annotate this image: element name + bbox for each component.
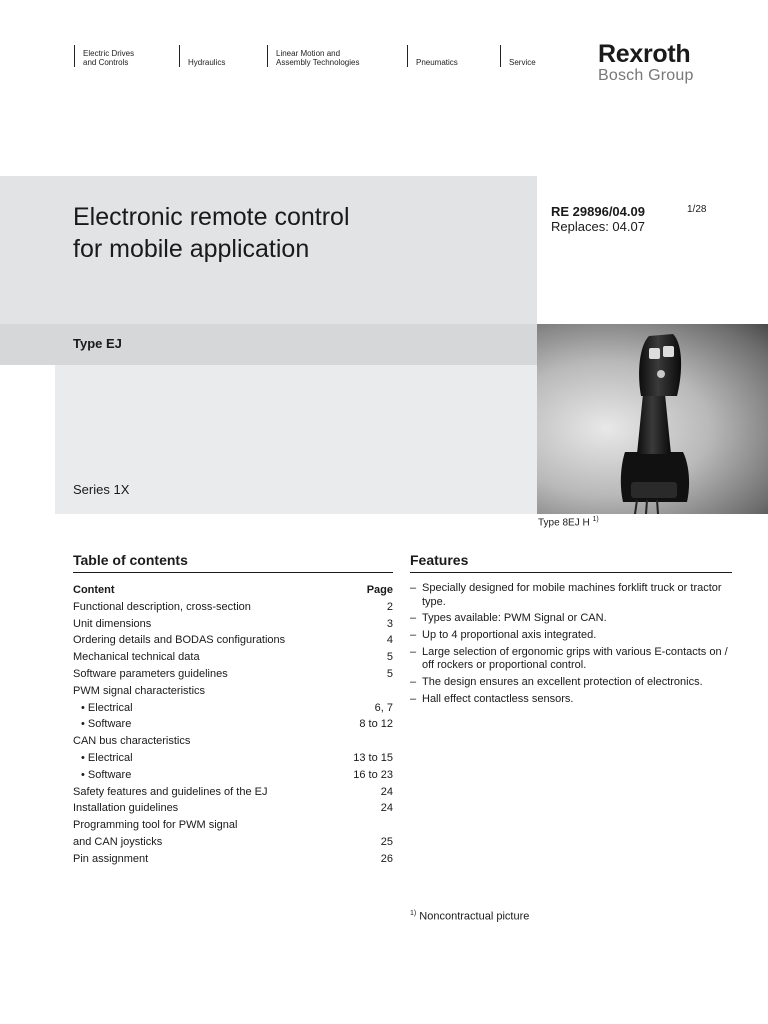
nav-label: Hydraulics — [188, 58, 226, 67]
toc-entry-title: • Software — [73, 716, 131, 733]
toc-header-row — [73, 582, 393, 599]
doc-replaces: Replaces: 04.07 — [551, 219, 645, 234]
toc-entry-page: 8 to 12 — [359, 718, 393, 731]
footnote-mark: 1) — [410, 910, 417, 917]
document-number — [551, 204, 645, 234]
toc-entry-title: Installation guidelines — [73, 802, 179, 815]
doc-number: RE 29896/04.09 — [551, 204, 645, 219]
toc-entry[interactable] — [73, 767, 393, 784]
toc-entry-title: Software parameters guidelines — [73, 667, 228, 680]
feature-item: – Hall effect contactless sensors. — [410, 693, 732, 707]
toc-entry-page: 24 — [380, 802, 393, 815]
nav-label: Service — [509, 58, 536, 67]
toc-entry[interactable] — [73, 716, 393, 733]
caption-footnote-mark: 1) — [592, 516, 599, 523]
toc-entry[interactable] — [73, 683, 393, 700]
feature-item: – Large selection of ergonomic grips with various E-contacts on / off rockers or proportional control. — [410, 646, 732, 673]
footnote-text: Noncontractual picture — [419, 910, 530, 923]
toc-page-header: Page — [366, 584, 393, 596]
brand-name: Rexroth — [598, 40, 691, 68]
nav-service[interactable] — [500, 45, 536, 67]
nav-electric-drives[interactable] — [74, 45, 134, 67]
toc-entry-page: 6, 7 — [374, 701, 393, 714]
toc-entry-title: • Electrical — [73, 750, 133, 767]
caption-text: Type 8EJ H — [538, 517, 590, 529]
feature-item: – Up to 4 proportional axis integrated. — [410, 629, 732, 643]
footnote — [410, 910, 529, 923]
toc-entry-page: 4 — [386, 634, 393, 647]
page-indicator: 1/28 — [687, 204, 707, 215]
toc-entry[interactable] — [73, 599, 393, 616]
nav-pneumatics[interactable] — [407, 45, 458, 67]
feature-item: – Specially designed for mobile machines forklift truck or tractor type. — [410, 582, 732, 609]
toc-entry[interactable] — [73, 700, 393, 717]
toc-entry[interactable] — [73, 750, 393, 767]
toc-entry-title: Programming tool for PWM signal and CAN joysticks — [73, 819, 238, 848]
joystick-photo — [537, 324, 768, 514]
features-list — [410, 582, 732, 710]
toc-entry-page: 5 — [386, 667, 393, 680]
toc-entry[interactable] — [73, 616, 393, 633]
toc-entry-title: Mechanical technical data — [73, 651, 200, 664]
toc-heading: Table of contents — [73, 552, 393, 573]
toc-entry-page: 16 to 23 — [353, 768, 393, 781]
toc-entry[interactable] — [73, 817, 393, 851]
nav-label: Linear Motion and Assembly Technologies — [276, 49, 360, 67]
toc-entry-page: 3 — [386, 617, 393, 630]
toc-entry-page: 2 — [386, 600, 393, 613]
toc-entry-title: Functional description, cross-section — [73, 600, 251, 613]
toc-entry[interactable] — [73, 733, 393, 750]
toc-entry-title: Safety features and guidelines of the EJ — [73, 785, 268, 798]
series-label: Series 1X — [73, 482, 130, 497]
feature-item: – The design ensures an excellent protection of electronics. — [410, 676, 732, 690]
toc-entry-title: CAN bus characteristics — [73, 735, 191, 748]
page-title — [73, 201, 350, 265]
toc-entry[interactable] — [73, 800, 393, 817]
features-heading: Features — [410, 552, 732, 573]
nav-label: Pneumatics — [416, 58, 458, 67]
toc-entry-title: • Software — [73, 767, 131, 784]
toc-entry-page: 5 — [386, 651, 393, 664]
toc-entry[interactable] — [73, 784, 393, 801]
feature-item: – Types available: PWM Signal or CAN. — [410, 612, 732, 626]
brand-logo — [598, 42, 694, 84]
toc-entry-title: • Electrical — [73, 700, 133, 717]
joystick-icon — [537, 324, 768, 514]
toc-entry-title: Unit dimensions — [73, 617, 152, 630]
photo-caption — [538, 516, 599, 528]
title-line-2: for mobile application — [73, 235, 310, 263]
title-line-1: Electronic remote control — [73, 203, 350, 231]
toc-entry-page: 26 — [380, 852, 393, 865]
nav-linear-motion[interactable] — [267, 45, 359, 67]
toc-entry[interactable] — [73, 666, 393, 683]
toc-entry-page: 24 — [380, 785, 393, 798]
toc-entry-page: 13 to 15 — [353, 751, 393, 764]
nav-label: Electric Drives and Controls — [83, 49, 135, 67]
toc-entry-title: Ordering details and BODAS configurations — [73, 634, 286, 647]
toc-entry-page: 25 — [380, 835, 393, 848]
toc-entry[interactable] — [73, 649, 393, 666]
type-label: Type EJ — [73, 336, 122, 351]
toc-entry-title: PWM signal characteristics — [73, 684, 206, 697]
toc-entry[interactable] — [73, 851, 393, 868]
toc-content-header: Content — [73, 584, 115, 596]
toc-entry-title: Pin assignment — [73, 852, 149, 865]
nav-hydraulics[interactable] — [179, 45, 225, 67]
toc-entry[interactable] — [73, 632, 393, 649]
brand-subtitle: Bosch Group — [598, 67, 694, 84]
table-of-contents — [73, 582, 393, 868]
